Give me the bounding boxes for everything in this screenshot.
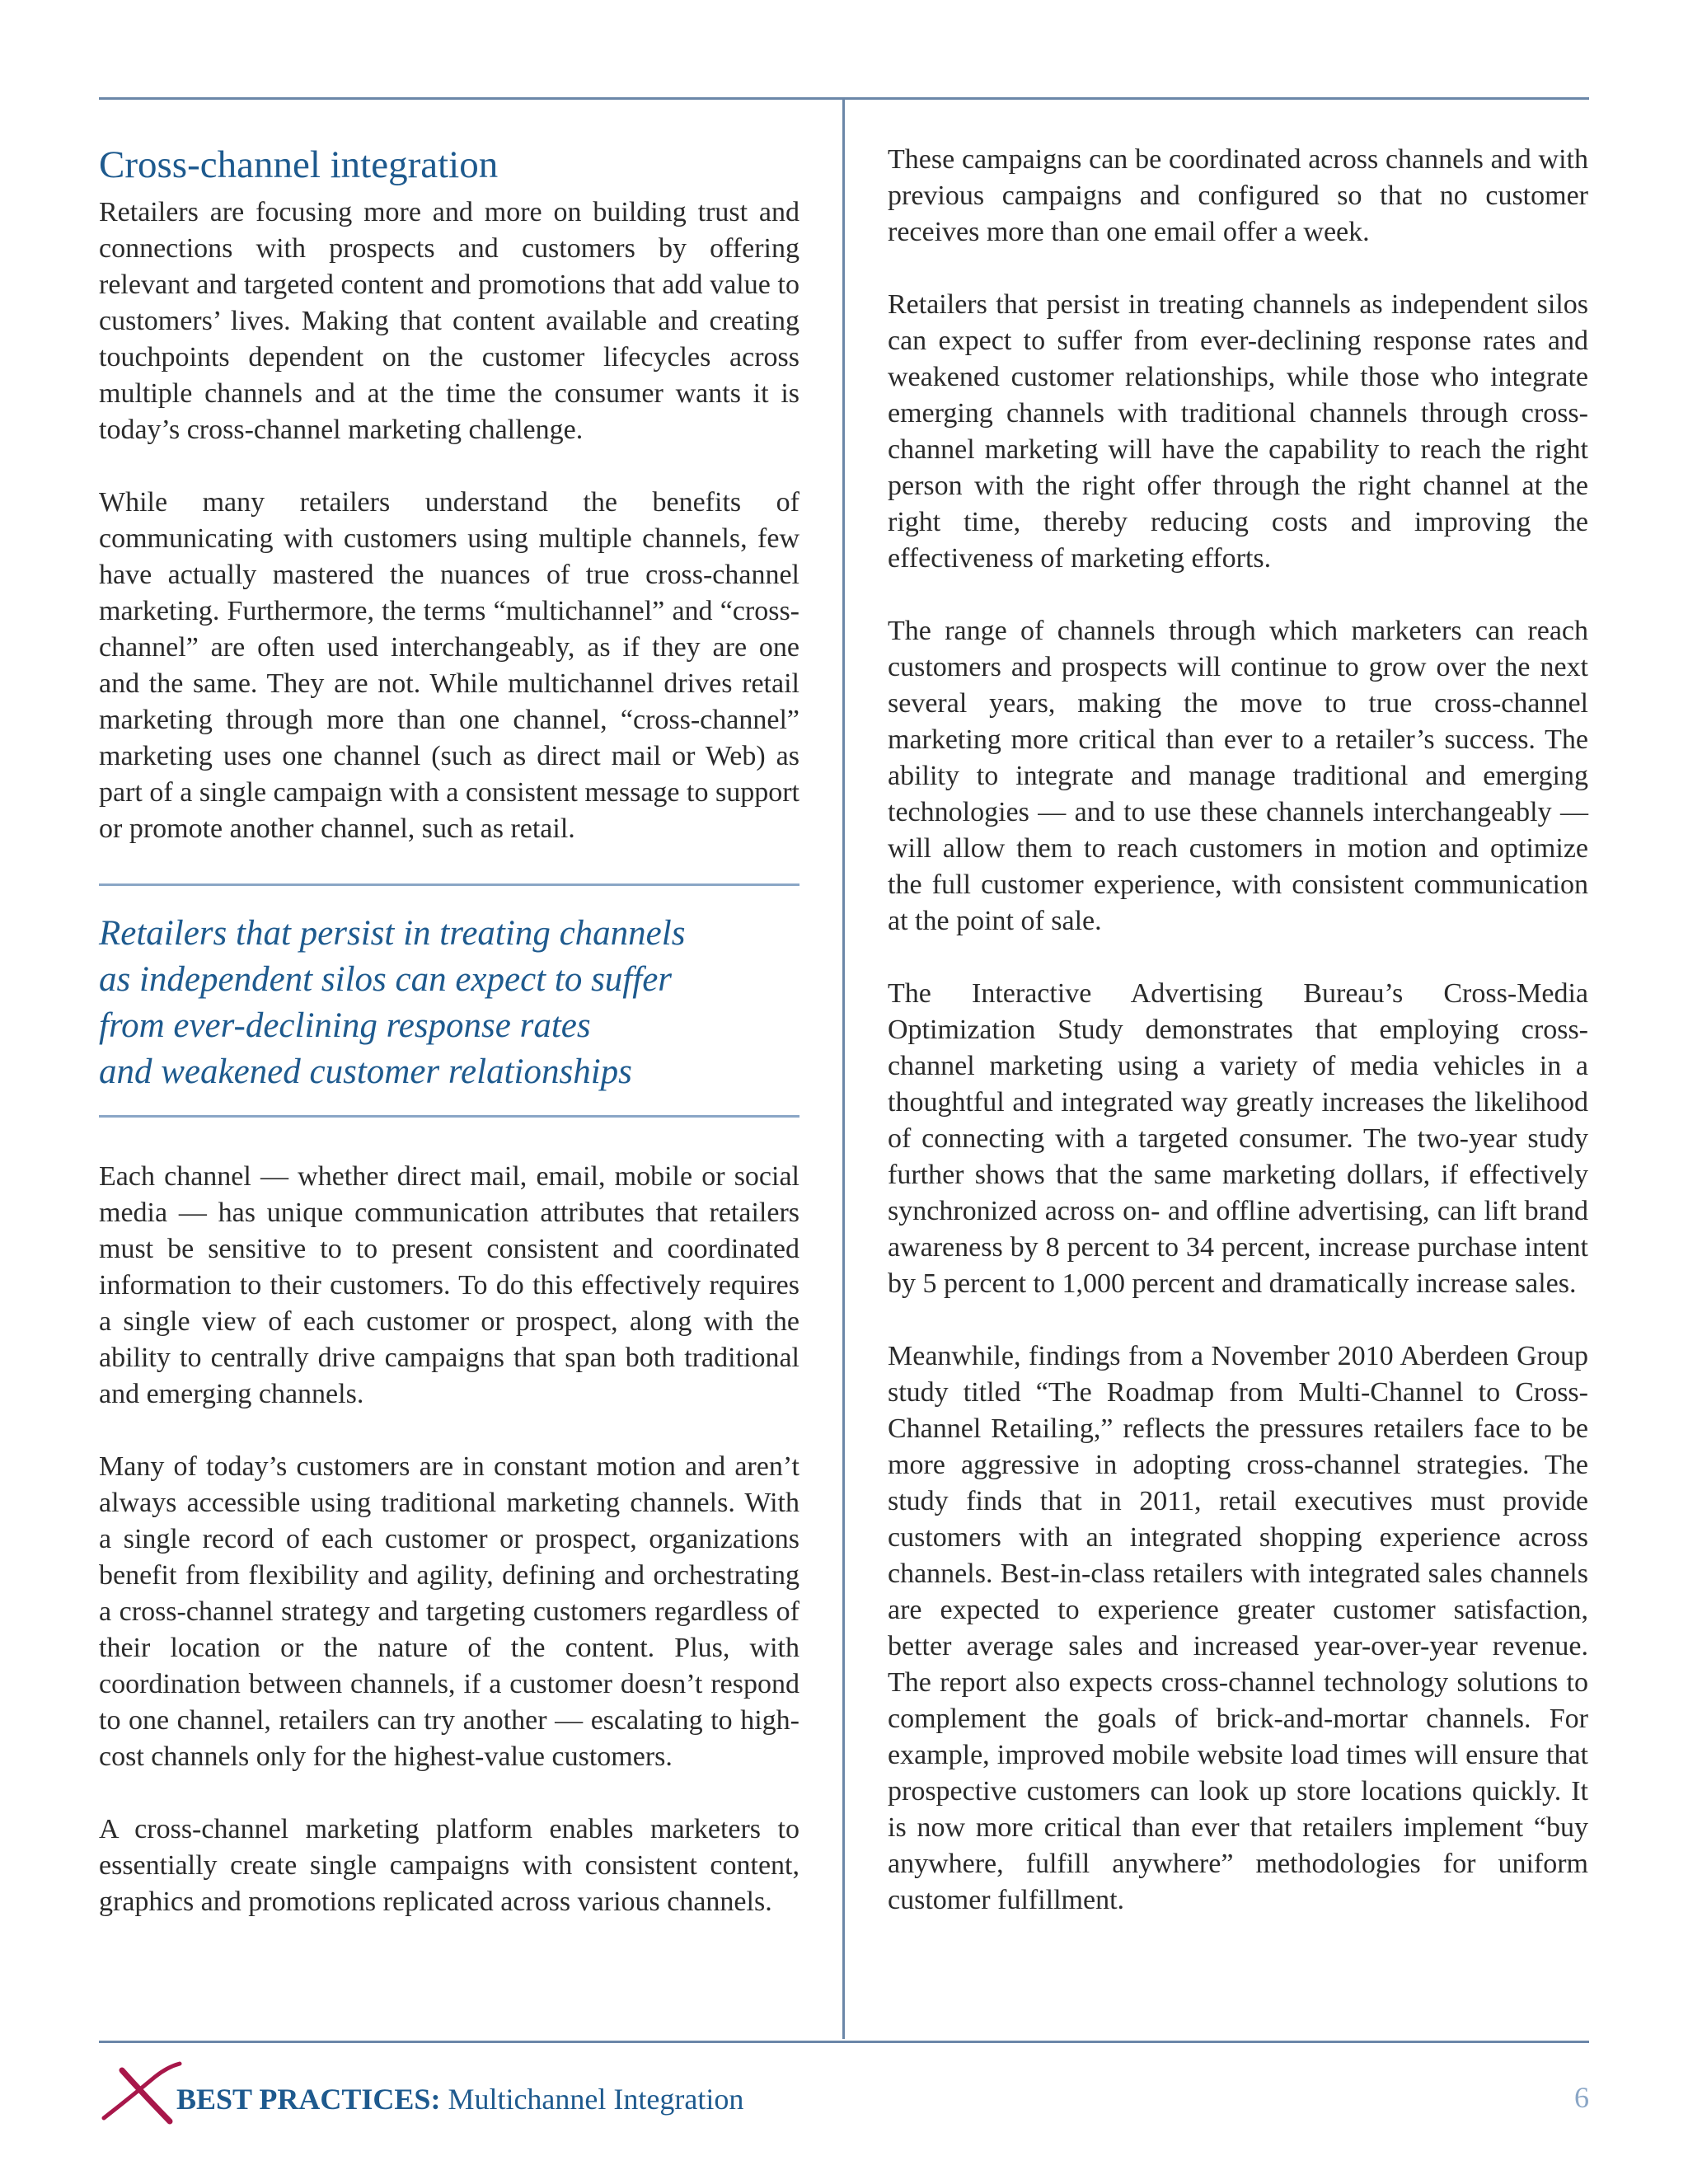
section-heading: Cross-channel integration	[99, 143, 499, 186]
bottom-rule	[99, 2041, 1589, 2043]
paragraph: These campaigns can be coordinated across channels and with previous campaigns and configured so that no customer receives more than one email offer a week.	[888, 144, 1588, 247]
x-mark-logo-icon	[97, 2060, 188, 2126]
pull-quote-line: Retailers that persist in treating channels	[99, 914, 686, 953]
pull-quote-line: and weakened customer relationships	[99, 1052, 632, 1091]
paragraph: A cross-channel marketing platform enables marketers to essentially create single campaigns with consistent content, graphics and promotions replicated across various channels.	[99, 1814, 799, 1917]
paragraph: Meanwhile, findings from a November 2010 Aberdeen Group study titled “The Roadmap from Multi-Channel to Cross-Channel Retailing,” reflects the pressures retailers face to be more aggressive in adopting cross-channel strategies. The study finds that in 2011, retail executives must provide customers with an integrated shopping experience across channels. Best-in-class retailers with integrated sales channels are expected to experience greater customer satisfaction, better average sales and increased year-over-year revenue. The report also expects cross-channel technology solutions to complement the goals of brick-and-mortar channels. For example, improved mobile website load times will ensure that prospective customers can look up store locations quickly. It is now more critical than ever that retailers implement “buy anywhere, fulfill anywhere” methodologies for uniform customer fulfillment.	[888, 1341, 1588, 1915]
footer-label: Multichannel Integration	[440, 2083, 744, 2116]
left-column	[99, 142, 799, 1957]
page-number: 6	[1574, 2081, 1589, 2114]
column-divider	[842, 97, 845, 2039]
footer-title	[176, 2082, 743, 2116]
pull-quote-line: as independent silos can expect to suffer	[99, 960, 673, 999]
paragraph: Many of today’s customers are in constant motion and aren’t always accessible using traditional marketing channels. With a single record of each customer or prospect, organizations benefit from flexibility and agility, defining and orchestrating a cross-channel strategy and targeting customers regardless of their location or the nature of the content. Plus, with coordination between channels, if a customer doesn’t respond to one channel, retailers can try another — escalating to high-cost channels only for the highest-value customers.	[99, 1451, 799, 1772]
paragraph: While many retailers understand the benefits of communicating with customers using multiple channels, few have actually mastered the nuances of true cross-channel marketing. Furthermore, the terms “multichannel” and “cross-channel” are often used interchangeably, as if they are one and the same. They are not. While multichannel drives retail marketing through more than one channel, “cross-channel” marketing uses one channel (such as direct mail or Web) as part of a single campaign with a consistent message to support or promote another channel, such as retail.	[99, 487, 799, 844]
paragraph: The Interactive Advertising Bureau’s Cross-Media Optimization Study demonstrates that employing cross-channel marketing using a variety of media vehicles in a thoughtful and integrated way greatly increases the likelihood of connecting with a targeted consumer. The two-year study further shows that the same marketing dollars, if effectively synchronized across on- and offline advertising, can lift brand awareness by 8 percent to 34 percent, increase purchase intent by 5 percent to 1,000 percent and dramatically increase sales.	[888, 978, 1588, 1299]
pull-quote-line: from ever-declining response rates	[99, 1006, 591, 1045]
paragraph: Each channel — whether direct mail, email, mobile or social media — has unique communication attributes that retailers must be sensitive to to present consistent and coordinated information to their customers. To do this effectively requires a single view of each customer or prospect, along with the ability to centrally drive campaigns that span both traditional and emerging channels.	[99, 1161, 799, 1409]
right-column	[888, 142, 1588, 1955]
paragraph: Retailers that persist in treating channels as independent silos can expect to suffer from ever-declining response rates and weakened customer relationships, while those who integrate emerging channels with traditional channels through cross-channel marketing will have the capability to reach the right person with the right offer through the right channel at the right time, thereby reducing costs and improving the effectiveness of marketing efforts.	[888, 289, 1588, 574]
paragraph: The range of channels through which marketers can reach customers and prospects will continue to grow over the next several years, making the move to true cross-channel marketing more critical than ever to a retailer’s success. The ability to integrate and manage traditional and emerging technologies — and to use these channels interchangeably — will allow them to reach customers in motion and optimize the full customer experience, with consistent communication at the point of sale.	[888, 616, 1588, 936]
pull-quote	[99, 883, 799, 1118]
paragraph: Retailers are focusing more and more on building trust and connections with prospects and customers by offering relevant and targeted content and promotions that add value to customers’ lives. Making that content available and creating touchpoints dependent on the customer lifecycles across multiple channels and at the time the consumer wants it is today’s cross-channel marketing challenge.	[99, 197, 799, 445]
footer-label-bold: BEST PRACTICES:	[176, 2083, 441, 2116]
